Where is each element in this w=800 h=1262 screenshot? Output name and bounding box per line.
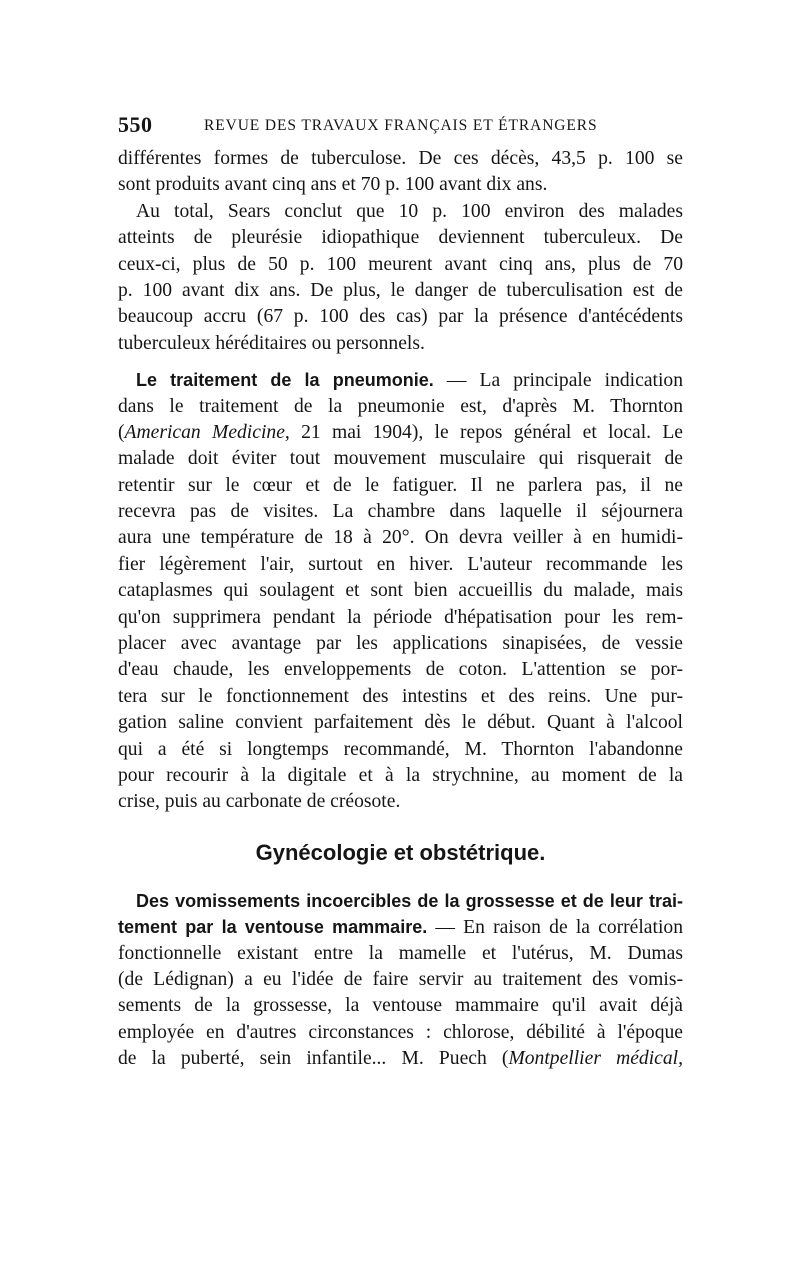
text-line: fonctionnelle existant entre la mamelle et l'utérus, M. Dumas (118, 942, 683, 964)
text-line: ceux-ci, plus de 50 p. 100 meurent avant cinq ans, plus de 70 (118, 253, 683, 275)
text-line (118, 420, 683, 446)
article-traitement-pneumonie (118, 367, 683, 816)
journal-citation: Montpellier médical, (508, 1048, 683, 1070)
text-line: beaucoup accru (67 p. 100 des cas) par la présence d'antécédents (118, 306, 683, 328)
section-title: Gynécologie et obstétrique. (255, 839, 546, 865)
running-title: REVUE DES TRAVAUX FRANÇAIS ET ÉTRANGERS (204, 117, 598, 134)
running-head (118, 112, 683, 146)
text-run: 21 mai 1904), le repos général et local. Le (289, 421, 683, 443)
text-line: fier légèrement l'air, surtout en hiver. L'auteur recommande les (118, 553, 683, 575)
journal-citation: American Medicine, (124, 421, 290, 443)
text-run: ( (118, 421, 125, 443)
text-line: Au total, Sears conclut que 10 p. 100 environ des malades (136, 200, 683, 222)
text-line: retentir sur le cœur et de le fatiguer. Il ne parlera pas, il ne (118, 474, 683, 496)
article-vomissements-incoercibles (118, 888, 683, 1073)
text-line: différentes formes de tuberculose. De ces décès, 43,5 p. 100 se (118, 148, 683, 169)
text-run: de la puberté, sein infantile... M. Puech ( (118, 1048, 509, 1070)
text-line: aura une température de 18 à 20°. On devra veiller à en humidi- (118, 527, 683, 549)
text-line: dans le traitement de la pneumonie est, d'après M. Thornton (118, 395, 683, 417)
text-line (118, 914, 683, 940)
text-line: p. 100 avant dix ans. De plus, le danger de tuberculisation est de (118, 279, 683, 301)
text-line: gation saline convient parfaitement dès le début. Quant à l'alcool (118, 712, 683, 734)
article-heading: Le traitement de la pneumonie. (136, 370, 434, 391)
paragraph-tuberculose-continuation (118, 146, 683, 199)
page-number: 550 (118, 112, 153, 137)
text-run: — La principale indication (433, 370, 683, 392)
article-heading: Des vomissements incoercibles de la grossesse et de leur trai- (136, 890, 683, 911)
text-line: placer avec avantage par les applications sinapisées, de vessie (118, 633, 683, 655)
text-line: tera sur le fonctionnement des intestins et des reins. Une pur- (118, 685, 683, 707)
text-line: crise, puis au carbonate de créosote. (118, 791, 401, 813)
text-line (118, 888, 683, 914)
text-line: tuberculeux héréditaires ou personnels. (118, 332, 425, 354)
text-line: sont produits avant cinq ans et 70 p. 100 avant dix ans. (118, 174, 548, 196)
page (118, 112, 683, 1073)
text-line (118, 1046, 683, 1072)
paragraph-sears-conclusion (118, 199, 683, 357)
text-line: atteints de pleurésie idiopathique deviennent tuberculeux. De (118, 227, 683, 249)
text-line: sements de la grossesse, la ventouse mammaire qu'il avait déjà (118, 995, 683, 1017)
text-line (118, 367, 683, 393)
text-line: recevra pas de visites. La chambre dans laquelle il séjournera (118, 501, 683, 523)
text-line: d'eau chaude, les enveloppements de coton. L'attention se por- (118, 659, 683, 681)
text-line: pour recourir à la digitale et à la strychnine, au moment de la (118, 764, 683, 786)
article-heading: tement par la ventouse mammaire. (118, 917, 428, 938)
text-line: malade doit éviter tout mouvement musculaire qui risquerait de (118, 448, 683, 470)
text-run: — En raison de la corrélation (427, 917, 683, 939)
text-line: cataplasmes qui soulagent et sont bien accueillis du malade, mais (118, 580, 683, 602)
text-line: (de Lédignan) a eu l'idée de faire servir au traitement des vomis- (118, 968, 683, 990)
text-line: qu'on supprimera pendant la période d'hépatisation pour les rem- (118, 606, 683, 628)
text-line: qui a été si longtemps recommandé, M. Thornton l'abandonne (118, 738, 683, 760)
text-line: employée en d'autres circonstances : chlorose, débilité à l'époque (118, 1021, 683, 1043)
